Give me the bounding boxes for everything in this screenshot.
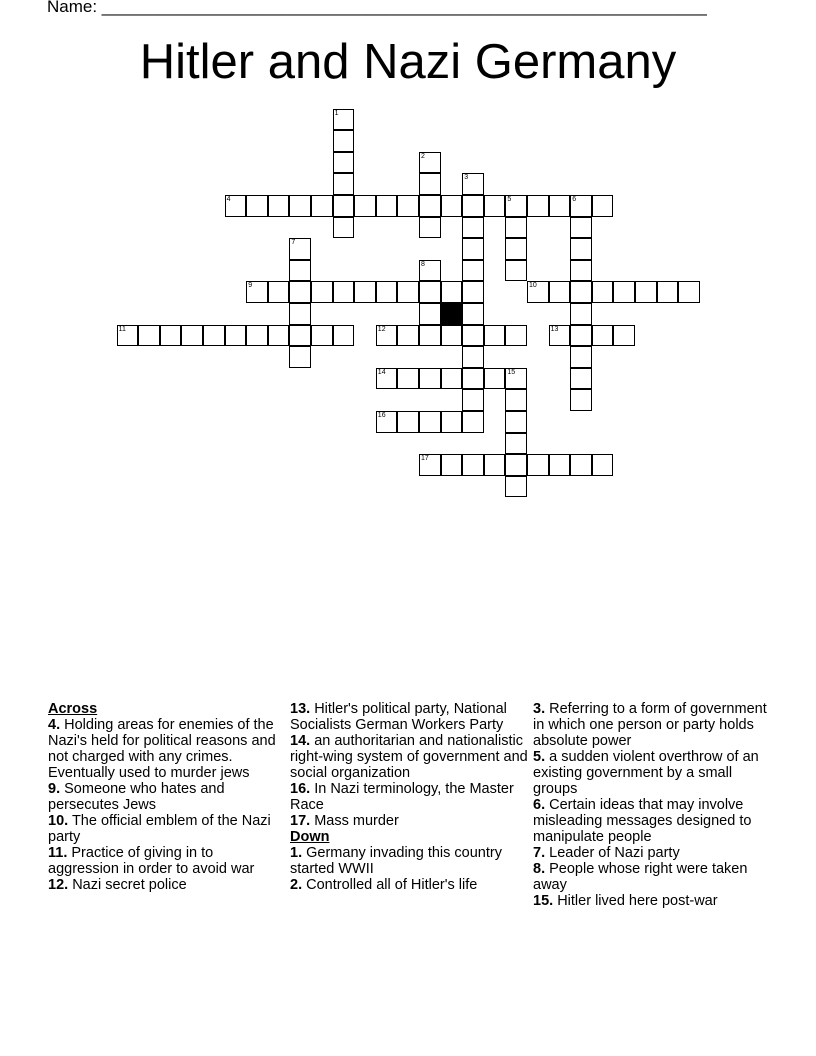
crossword-cell[interactable]: [289, 260, 311, 282]
crossword-cell[interactable]: [570, 281, 592, 303]
crossword-cell[interactable]: [333, 173, 355, 195]
crossword-cell[interactable]: [527, 454, 549, 476]
crossword-cell[interactable]: [549, 281, 571, 303]
crossword-cell[interactable]: [462, 325, 484, 347]
crossword-cell[interactable]: [592, 195, 614, 217]
crossword-cell[interactable]: [397, 325, 419, 347]
crossword-cell[interactable]: [246, 325, 268, 347]
crossword-cell[interactable]: [289, 195, 311, 217]
crossword-cell[interactable]: [484, 325, 506, 347]
clue-down-6: 6. Certain ideas that may involve misleading messages designed to manipulate people: [533, 797, 752, 845]
crossword-cell[interactable]: [505, 476, 527, 498]
crossword-cell[interactable]: [549, 195, 571, 217]
crossword-cell[interactable]: [333, 281, 355, 303]
crossword-cell[interactable]: [505, 411, 527, 433]
clues-column-1: [48, 701, 284, 893]
clue-number: 5: [507, 196, 512, 203]
clue-number: 4: [226, 196, 231, 203]
clue-number: 12: [377, 325, 386, 333]
across-header: Across: [48, 701, 98, 717]
crossword-cell[interactable]: [268, 195, 290, 217]
clue-down-1: 1. Germany invading this country started WWII: [290, 845, 502, 877]
crossword-cell[interactable]: [678, 281, 700, 303]
crossword-cell[interactable]: [505, 454, 527, 476]
crossword-cell[interactable]: [505, 389, 527, 411]
crossword-cell[interactable]: [289, 238, 311, 260]
crossword-cell[interactable]: [333, 109, 355, 131]
clue-number: 11: [118, 325, 126, 333]
page-title: Hitler and Nazi Germany: [139, 35, 677, 89]
clue-number: 7: [291, 239, 296, 247]
crossword-cell[interactable]: [462, 260, 484, 282]
clue-down-2: 2. Controlled all of Hitler's life: [290, 877, 478, 893]
clue-down-5: 5. a sudden violent overthrow of an existing government by a small groups: [533, 749, 759, 797]
crossword-cell[interactable]: [441, 411, 463, 433]
crossword-cell[interactable]: [419, 454, 441, 476]
crossword-cell[interactable]: [419, 260, 441, 282]
clue-across-16: 16. In Nazi terminology, the Master Race: [290, 781, 514, 813]
crossword-cell[interactable]: [613, 325, 635, 347]
crossword-cell[interactable]: [549, 325, 571, 347]
clue-across-12: 12. Nazi secret police: [48, 877, 187, 893]
clue-number: 3: [464, 174, 469, 182]
crossword-cell[interactable]: [570, 325, 592, 347]
down-header: Down: [290, 829, 330, 845]
crossword-cell[interactable]: [505, 325, 527, 347]
blocked-cell: [441, 303, 463, 325]
crossword-cell[interactable]: [462, 454, 484, 476]
crossword-cell[interactable]: [333, 130, 355, 152]
crossword-cell[interactable]: [333, 217, 355, 239]
crossword-cell[interactable]: [441, 325, 463, 347]
crossword-cell[interactable]: [419, 325, 441, 347]
crossword-cell[interactable]: [462, 173, 484, 195]
crossword-cell[interactable]: [181, 325, 203, 347]
crossword-cell[interactable]: [441, 195, 463, 217]
clue-number: 6: [572, 196, 577, 203]
crossword-cell[interactable]: [570, 260, 592, 282]
crossword-cell[interactable]: [527, 195, 549, 217]
clue-across-11: 11. Practice of giving in to aggression in order to avoid war: [48, 845, 255, 877]
crossword-cell[interactable]: [311, 281, 333, 303]
crossword-cell[interactable]: [570, 217, 592, 239]
crossword-cell[interactable]: [225, 325, 247, 347]
crossword-cell[interactable]: [419, 411, 441, 433]
clue-number: 10: [529, 282, 537, 290]
crossword-cell[interactable]: [505, 238, 527, 260]
crossword-cell[interactable]: [441, 368, 463, 390]
clue-number: 1: [334, 109, 339, 117]
clue-across-10: 10. The official emblem of the Nazi party: [48, 813, 271, 845]
crossword-cell[interactable]: [289, 346, 311, 368]
crossword-cell[interactable]: [462, 368, 484, 390]
crossword-cell[interactable]: [419, 217, 441, 239]
crossword-cell[interactable]: [333, 325, 355, 347]
crossword-cell[interactable]: [592, 325, 614, 347]
crossword-cell[interactable]: [570, 303, 592, 325]
clues-column-2: [290, 701, 530, 893]
clue-down-3: 3. Referring to a form of government in which one person or party holds absolute power: [533, 701, 767, 749]
clue-across-9: 9. Someone who hates and persecutes Jews: [48, 781, 225, 813]
crossword-cell[interactable]: [462, 303, 484, 325]
crossword-cell[interactable]: [462, 346, 484, 368]
clue-number: 15: [507, 368, 516, 376]
clue-number: 13: [550, 325, 559, 333]
clue-across-4: 4. Holding areas for enemies of the Nazi's held for political reasons and not charged with any crimes. Eventually used to murder jews: [48, 717, 276, 781]
crossword-cell[interactable]: [376, 281, 398, 303]
clue-down-15: 15. Hitler lived here post-war: [533, 893, 718, 909]
clue-number: 8: [421, 260, 425, 268]
clue-across-17: 17. Mass murder: [290, 813, 399, 829]
crossword-cell[interactable]: [505, 217, 527, 239]
crossword-cell[interactable]: [160, 325, 182, 347]
crossword-cell[interactable]: [570, 346, 592, 368]
crossword-cell[interactable]: [246, 195, 268, 217]
clue-across-14: 14. an authoritarian and nationalistic right-wing system of government and social organization: [290, 733, 528, 781]
crossword-cell[interactable]: [268, 281, 290, 303]
clue-number: 2: [421, 152, 425, 160]
crossword-cell[interactable]: [613, 281, 635, 303]
clue-number: 14: [377, 368, 386, 376]
crossword-cell[interactable]: [311, 325, 333, 347]
crossword-cell[interactable]: [527, 281, 549, 303]
name-field-line: Name: ________________________________________________________________: [47, 0, 707, 16]
crossword-cell[interactable]: [268, 325, 290, 347]
crossword-cell[interactable]: [441, 454, 463, 476]
crossword-cell[interactable]: [397, 195, 419, 217]
crossword-cell[interactable]: [570, 454, 592, 476]
clue-number: 16: [377, 412, 386, 419]
crossword-cell[interactable]: [419, 281, 441, 303]
crossword-cell[interactable]: [354, 281, 376, 303]
crossword-cell[interactable]: [419, 152, 441, 174]
crossword-cell[interactable]: [462, 281, 484, 303]
crossword-cell[interactable]: [419, 368, 441, 390]
crossword-cell[interactable]: [505, 195, 527, 217]
crossword-cell[interactable]: [138, 325, 160, 347]
crossword-cell[interactable]: [505, 260, 527, 282]
crossword-cell[interactable]: [397, 368, 419, 390]
crossword-cell[interactable]: [419, 195, 441, 217]
crossword-cell[interactable]: [117, 325, 139, 347]
crossword-cell[interactable]: [289, 281, 311, 303]
crossword-cell[interactable]: [570, 389, 592, 411]
clue-across-13: 13. Hitler's political party, National Socialists German Workers Party: [290, 701, 507, 733]
crossword-cell[interactable]: [376, 325, 398, 347]
crossword-cell[interactable]: [225, 195, 247, 217]
crossword-cell[interactable]: [462, 389, 484, 411]
crossword-cell[interactable]: [592, 281, 614, 303]
clue-down-8: 8. People whose right were taken away: [533, 861, 748, 893]
crossword-cell[interactable]: [657, 281, 679, 303]
crossword-cell[interactable]: [397, 281, 419, 303]
crossword-cell[interactable]: [311, 195, 333, 217]
crossword-cell[interactable]: [419, 303, 441, 325]
crossword-cell[interactable]: [289, 325, 311, 347]
crossword-cell[interactable]: [203, 325, 225, 347]
crossword-cell[interactable]: [505, 368, 527, 390]
crossword-cell[interactable]: [441, 281, 463, 303]
crossword-cell[interactable]: [505, 433, 527, 455]
crossword-cell[interactable]: [246, 281, 268, 303]
crossword-cell[interactable]: [333, 195, 355, 217]
clue-number: 9: [248, 282, 253, 290]
crossword-cell[interactable]: [462, 195, 484, 217]
crossword-cell[interactable]: [484, 368, 506, 390]
crossword-cell[interactable]: [484, 195, 506, 217]
crossword-cell[interactable]: [462, 217, 484, 239]
crossword-cell[interactable]: [376, 195, 398, 217]
crossword-cell[interactable]: [484, 454, 506, 476]
crossword-cell[interactable]: [462, 238, 484, 260]
clue-number: 17: [421, 455, 429, 463]
crossword-cell[interactable]: [397, 411, 419, 433]
crossword-cell[interactable]: [570, 195, 592, 217]
clues-column-3: [533, 701, 773, 909]
crossword-cell[interactable]: [354, 195, 376, 217]
crossword-cell[interactable]: [570, 238, 592, 260]
crossword-cell[interactable]: [333, 152, 355, 174]
clue-down-7: 7. Leader of Nazi party: [533, 845, 680, 861]
crossword-cell[interactable]: [570, 368, 592, 390]
crossword-cell[interactable]: [462, 411, 484, 433]
crossword-cell[interactable]: [419, 173, 441, 195]
crossword-cell[interactable]: [289, 303, 311, 325]
crossword-cell[interactable]: [592, 454, 614, 476]
crossword-cell[interactable]: [635, 281, 657, 303]
crossword-cell[interactable]: [376, 411, 398, 433]
crossword-cell[interactable]: [549, 454, 571, 476]
crossword-cell[interactable]: [376, 368, 398, 390]
